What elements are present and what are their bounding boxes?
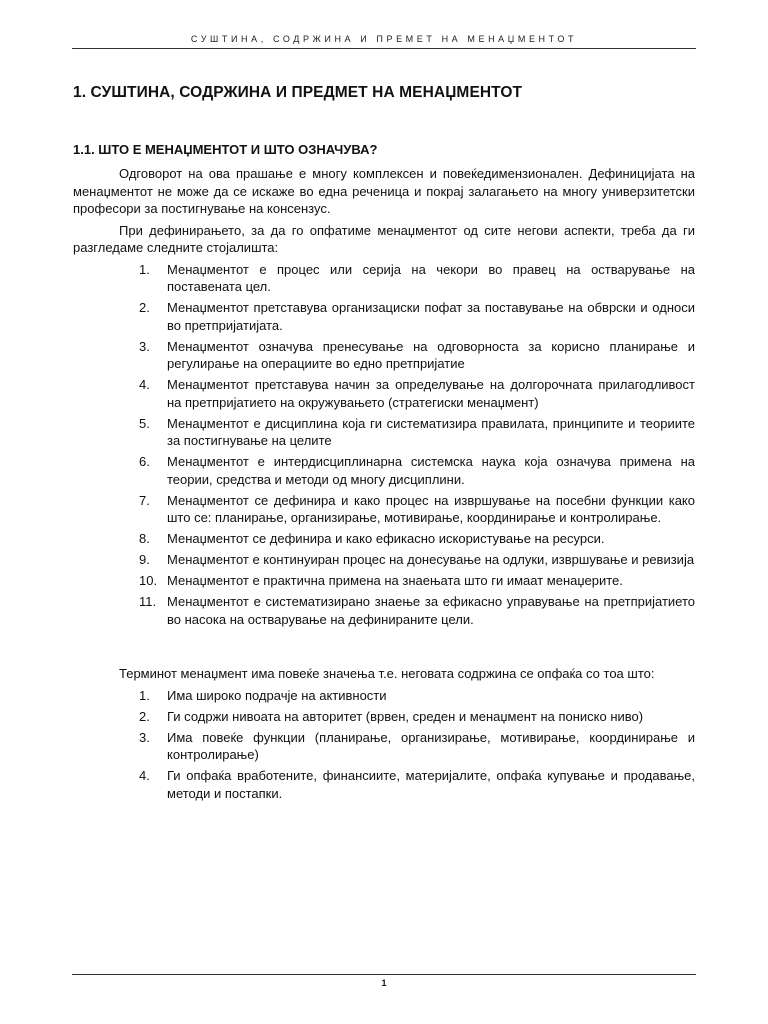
list-number: 5. — [139, 415, 150, 431]
list-number: 6. — [139, 454, 150, 469]
list-text: Ги содржи нивоата на авторитет (врвен, среден и менаџмент на пониско ниво) — [167, 708, 644, 724]
list-item — [73, 453, 695, 488]
list-number: 10. — [139, 573, 158, 588]
list-item — [73, 299, 695, 334]
chapter-title: 1. СУШТИНА, СОДРЖИНА И ПРЕДМЕТ НА МЕНАЏМЕНТОТ — [73, 84, 523, 101]
list-number: 1. — [139, 261, 150, 277]
list-number: 4. — [139, 768, 150, 783]
list-item — [73, 415, 695, 450]
list-number: 3. — [139, 729, 150, 745]
list-text: Менаџментот претставува организациски пофат за поставување на обврски и односи во претпријатијата. — [167, 300, 695, 333]
header-divider — [72, 48, 696, 49]
list-text: Менаџментот е практична примена на знаењата што ги имаат менаџерите. — [167, 573, 623, 588]
list-item — [73, 261, 695, 296]
page-body — [73, 84, 695, 806]
list-number: 4. — [139, 377, 150, 392]
list-text: Менаџментот претставува начин за определување на долгорочната прилагодливост на претпријатието на окружувањето (стратегиски менаџмент) — [167, 377, 695, 410]
footer-divider — [72, 974, 696, 975]
list-number: 8. — [139, 531, 150, 546]
list-text: Менаџментот е систематизирано знаење за ефикасно управување на претпријатието во насока на остварување на дефинираните цели. — [167, 594, 695, 627]
list-number: 7. — [139, 492, 150, 508]
list-item — [73, 551, 695, 569]
intro-paragraph-2: При дефинирањето, за да го опфатиме менаџментот од сите негови аспекти, треба да ги разгледаме следните стојалишта: — [73, 222, 695, 255]
list-number: 2. — [139, 708, 150, 724]
running-header: СУШТИНА, СОДРЖИНА И ПРЕМЕТ НА МЕНАЏМЕНТОТ — [190, 34, 578, 44]
list-item — [73, 572, 695, 590]
intro-paragraph-1: Одговорот на ова прашање е многу комплексен и повеќедимензионален. Дефиницијата на менаџментот не може да се искаже во една реченица и покрај залагањето на многу универзитетски професори за постигнување на консензус. — [73, 166, 695, 216]
list-number: 11. — [139, 594, 157, 609]
list-number: 1. — [139, 687, 150, 703]
list-text: Менаџментот е интердисциплинарна системска наука која означува примена на теории, средства и методи од многу дисциплини. — [167, 454, 695, 487]
list-number: 9. — [139, 552, 150, 567]
list-item — [73, 708, 695, 726]
list-text: Менаџментот се дефинира и како ефикасно искористување на ресурси. — [167, 531, 605, 546]
list-item — [73, 338, 695, 373]
list-text: Менаџментот е процес или серија на чекори во правец на остварување на поставената цел. — [167, 261, 695, 294]
viewpoints-list — [73, 261, 695, 629]
list-text: Ги опфаќа вработените, финансиите, материјалите, опфаќа купување и продавање, методи и постапки. — [167, 768, 695, 801]
section-heading: 1.1. ШТО Е МЕНАЏМЕНТОТ И ШТО ОЗНАЧУВА? — [73, 142, 378, 157]
list-item — [73, 376, 695, 411]
page-number: 1 — [381, 978, 387, 988]
list-item — [73, 767, 695, 802]
list-item — [73, 729, 695, 764]
meaning-paragraph: Терминот менаџмент има повеќе значења т.е. неговата содржина се опфаќа со тоа што: — [119, 666, 655, 681]
list-text: Менаџментот се дефинира и како процес на извршување на посебни функции како што се: планирање, организирање, мотивирање, координирање и контролирање. — [167, 492, 695, 525]
list-text: Има широко подрачје на активности — [167, 687, 387, 703]
list-text: Менаџментот е дисциплина која ги систематизира правилата, принципите и теориите за постигнување на целите — [167, 415, 695, 448]
list-item — [73, 492, 695, 527]
list-text: Менаџментот е континуиран процес на донесување на одлуки, извршување и ревизија — [167, 552, 695, 567]
list-item — [73, 687, 695, 705]
meanings-list — [73, 687, 695, 803]
list-number: 3. — [139, 338, 150, 354]
list-text: Има повеќе функции (планирање, организирање, мотивирање, координирање и контролирање) — [167, 729, 695, 762]
list-number: 2. — [139, 300, 150, 315]
list-item — [73, 593, 695, 628]
list-item — [73, 530, 695, 548]
list-text: Менаџментот означува пренесување на одговорноста за корисно планирање и регулирање на операциите во едно претпријатие — [167, 338, 695, 371]
